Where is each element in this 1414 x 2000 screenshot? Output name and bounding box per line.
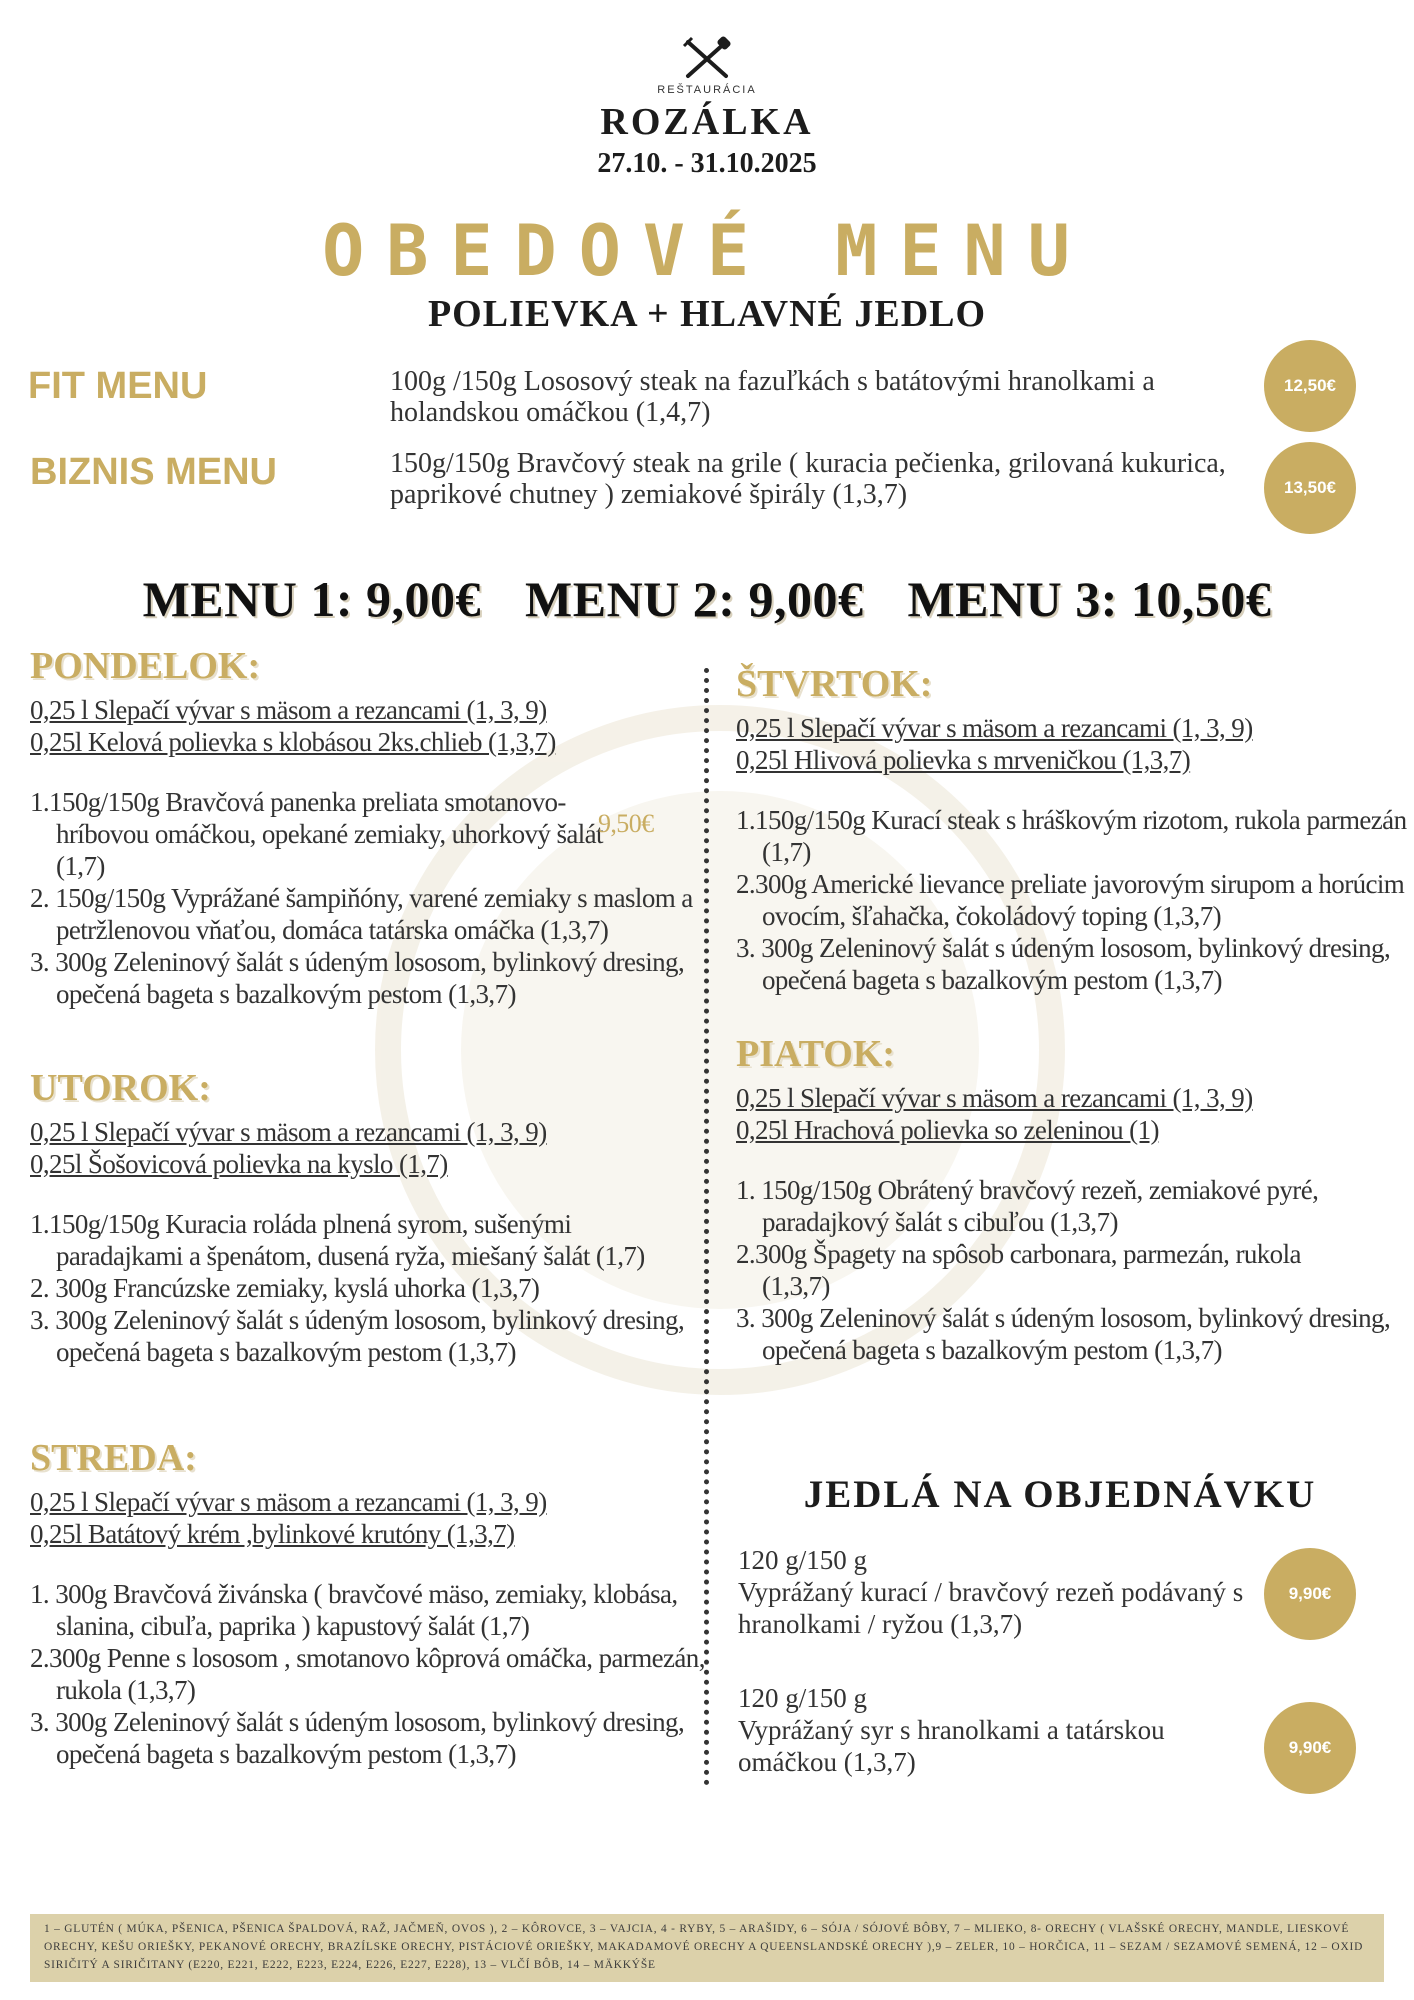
soup-item: 0,25 l Slepačí vývar s mäsom a rezancami (1, 3, 9) bbox=[30, 1487, 547, 1517]
soup-item: 0,25l Batátový krém ,bylinkové krutóny (1,3,7) bbox=[30, 1519, 515, 1549]
dish-item: 1. 300g Bravčová živánska ( bravčové mäso, zemiaky, klobása, slanina, cibuľa, paprika ) kapustový šalát (1,7) bbox=[30, 1579, 678, 1641]
soup-item: 0,25l Hrachová polievka so zeleninou (1) bbox=[736, 1115, 1159, 1145]
soup-list bbox=[736, 712, 1414, 776]
dish-item bbox=[30, 786, 656, 882]
day-title: UTOROK: bbox=[30, 1067, 211, 1109]
soup-list bbox=[30, 1486, 710, 1550]
dish-item: 2. 300g Francúzske zemiaky, kyslá uhorka (1,3,7) bbox=[30, 1273, 540, 1303]
dish-item: 2.300g Penne s lososom , smotanovo kôprová omáčka, parmezán, rukola (1,3,7) bbox=[30, 1643, 705, 1705]
on-demand-name: Vyprážaný kurací / bravčový rezeň podávaný s hranolkami / ryžou (1,3,7) bbox=[738, 1577, 1244, 1639]
dish-item: 3. 300g Zeleninový šalát s údeným lososom, bylinkový dresing, opečená bageta s bazalkovým pestom (1,3,7) bbox=[30, 947, 685, 1009]
dish-item: 3. 300g Zeleninový šalát s údeným lososom, bylinkový dresing, opečená bageta s bazalkovým pestom (1,3,7) bbox=[736, 1303, 1391, 1365]
soup-list bbox=[30, 694, 710, 758]
menu-title: OBEDOVÉ MENU bbox=[322, 210, 1092, 292]
biznis-menu-label: BIZNIS MENU bbox=[30, 451, 277, 493]
biznis-menu-description: 150g/150g Bravčový steak na grile ( kuracia pečienka, grilovaná kukurica, paprikové chutney ) zemiakové špirály (1,3,7) bbox=[390, 448, 1226, 510]
on-demand-name: Vyprážaný syr s hranolkami a tatárskou omáčkou (1,3,7) bbox=[738, 1715, 1165, 1777]
dish-item: 1. 150g/150g Obrátený bravčový rezeň, zemiakové pyré, paradajkový šalát s cibuľou (1,3,7) bbox=[736, 1175, 1319, 1237]
soup-list bbox=[30, 1116, 710, 1180]
on-demand-weight: 120 g/150 g bbox=[738, 1683, 868, 1713]
menu-subtitle: POLIEVKA + HLAVNÉ JEDLO bbox=[427, 293, 987, 335]
soup-item: 0,25 l Slepačí vývar s mäsom a rezancami (1, 3, 9) bbox=[736, 1083, 1253, 1113]
biznis-menu-price: 13,50€ bbox=[1264, 442, 1356, 534]
menu-3-price: MENU 3: 10,50€ bbox=[907, 571, 1272, 627]
restaurant-name: ROZÁLKA bbox=[600, 101, 814, 143]
soup-item: 0,25 l Slepačí vývar s mäsom a rezancami (1, 3, 9) bbox=[30, 695, 547, 725]
on-demand-item bbox=[738, 1682, 1268, 1778]
soup-item: 0,25l Kelová polievka s klobásou 2ks.chlieb (1,3,7) bbox=[30, 727, 556, 757]
dish-item: 2.300g Americké lievance preliate javorovým sirupom a horúcim ovocím, šľahačka, čokoládový toping (1,3,7) bbox=[736, 869, 1405, 931]
day-tuesday bbox=[30, 1066, 710, 1368]
dish-item: 2.300g Špagety na spôsob carbonara, parmezán, rukola (1,3,7) bbox=[736, 1239, 1301, 1301]
restaurant-subtitle: REŠTAURÁCIA bbox=[657, 84, 757, 96]
dish-text: 1.150g/150g Bravčová panenka preliata smotanovo-hríbovou omáčkou, opekané zemiaky, uhorkový šalát (1,7) bbox=[30, 787, 603, 881]
date-range: 27.10. - 31.10.2025 bbox=[597, 148, 817, 179]
dish-item: 3. 300g Zeleninový šalát s údeným lososom, bylinkový dresing, opečená bageta s bazalkovým pestom (1,3,7) bbox=[30, 1707, 685, 1769]
dish-item: 2. 150g/150g Vyprážané šampiňóny, varené zemiaky s maslom a petržlenovou vňaťou, domáca tatárska omáčka (1,3,7) bbox=[30, 883, 693, 945]
dish-item: 1.150g/150g Kurací steak s hráškovým rizotom, rukola parmezán (1,7) bbox=[736, 805, 1407, 867]
on-demand-title: JEDLÁ NA OBJEDNÁVKU bbox=[803, 1473, 1317, 1516]
soup-item: 0,25l Šošovicová polievka na kyslo (1,7) bbox=[30, 1149, 448, 1179]
day-title: ŠTVRTOK: bbox=[736, 663, 933, 705]
day-wednesday bbox=[30, 1436, 710, 1770]
fit-menu-description: 100g /150g Lososový steak na fazuľkách s batátovými hranolkami a holandskou omáčkou (1,4,7) bbox=[390, 366, 1155, 428]
dish-item: 3. 300g Zeleninový šalát s údeným lososom, bylinkový dresing, opečená bageta s bazalkovým pestom (1,3,7) bbox=[30, 1305, 685, 1367]
soup-item: 0,25 l Slepačí vývar s mäsom a rezancami (1, 3, 9) bbox=[736, 713, 1253, 743]
on-demand-price: 9,90€ bbox=[1264, 1548, 1356, 1640]
on-demand-item bbox=[738, 1544, 1258, 1640]
day-thursday bbox=[736, 662, 1414, 996]
dish-price: 9,50€ bbox=[598, 809, 654, 838]
on-demand-weight: 120 g/150 g bbox=[738, 1545, 868, 1575]
allergen-legend: 1 – GLUTÉN ( MÚKA, PŠENICA, PŠENICA ŠPALDOVÁ, RAŽ, JAČMEŇ, OVOS ), 2 – KÔROVCE, 3 – VAJCIA, 4 - RYBY, 5 – ARAŠIDY, 6 – SÓJA / SÓJOVÉ BÔBY, 7 – MLIEKO, 8- ORECHY ( VLAŠSKÉ ORECHY, MANDLE, LIESKOVÉ ORECHY, KEŠU ORIEŠKY, PEKANOVÉ ORECHY, BRAZÍLSKE ORECHY, PISTÁCIOVÉ ORIEŠKY, MAKADAMOVÉ ORECHY A QUEENSLANDSKÉ ORECHY ),9 – ZELER, 10 – HORČICA, 11 – SEZAM / SEZAMOVÉ SEMENÁ, 12 – OXID SIRIČITÝ A SIRIČITANY (E220, E221, E222, E223, E224, E226, E227, E228), 13 – VLČÍ BÔB, 14 – MÄKKÝŠE bbox=[30, 1914, 1384, 1982]
day-monday bbox=[30, 644, 710, 1010]
menu-2-price: MENU 2: 9,00€ bbox=[525, 571, 864, 627]
menu-price-row bbox=[0, 570, 1414, 628]
on-demand-price: 9,90€ bbox=[1264, 1702, 1356, 1794]
day-title: PIATOK: bbox=[736, 1033, 896, 1075]
soup-item: 0,25l Hlivová polievka s mrveničkou (1,3,7) bbox=[736, 745, 1191, 775]
menu-1-price: MENU 1: 9,00€ bbox=[142, 571, 482, 627]
fit-menu-label: FIT MENU bbox=[28, 365, 208, 407]
day-friday bbox=[736, 1032, 1414, 1366]
soup-item: 0,25 l Slepačí vývar s mäsom a rezancami (1, 3, 9) bbox=[30, 1117, 547, 1147]
day-title: PONDELOK: bbox=[30, 645, 261, 687]
soup-list bbox=[736, 1082, 1414, 1146]
fork-knife-cross-icon bbox=[680, 36, 734, 80]
dish-item: 3. 300g Zeleninový šalát s údeným lososom, bylinkový dresing, opečená bageta s bazalkovým pestom (1,3,7) bbox=[736, 933, 1391, 995]
dish-item: 1.150g/150g Kuracia roláda plnená syrom, sušenými paradajkami a špenátom, dusená ryža, miešaný šalát (1,7) bbox=[30, 1209, 645, 1271]
fit-menu-price: 12,50€ bbox=[1264, 340, 1356, 432]
day-title: STREDA: bbox=[30, 1437, 197, 1479]
